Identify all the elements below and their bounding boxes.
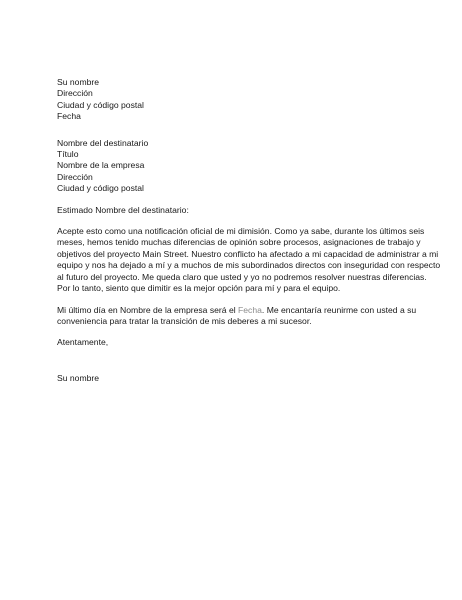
- signature: [57, 373, 417, 384]
- signature-name[interactable]: Su nombre: [57, 372, 100, 383]
- paragraph-line[interactable]: objetivos del proyecto Main Street. Nuestro conflicto ha afectado a mi capacidad de administrar a mi: [57, 248, 439, 259]
- paragraph-line[interactable]: Por lo tanto, siento que dimitir es la mejor opción para mí y para el equipo.: [57, 283, 341, 294]
- recipient-address[interactable]: Dirección: [57, 171, 93, 182]
- sender-date[interactable]: Fecha: [57, 111, 81, 122]
- spacer: [57, 123, 417, 138]
- spacer: [57, 195, 417, 205]
- paragraph-line[interactable]: meses, hemos tenido muchas diferencias de opinión sobre procesos, asignaciones de trabajo y: [57, 237, 421, 248]
- paragraph-line[interactable]: al futuro del proyecto. Me queda claro que usted y yo no podremos resolver nuestras diferencias.: [57, 271, 427, 282]
- recipient-block: [57, 138, 417, 195]
- sender-city-postal[interactable]: Ciudad y código postal: [57, 99, 144, 110]
- body-paragraph-1: [57, 226, 441, 294]
- recipient-title[interactable]: Título: [57, 149, 79, 160]
- paragraph-line[interactable]: Acepte esto como una notificación oficial de mi dimisión. Como ya sabe, durante los últimos seis: [57, 226, 425, 237]
- salutation: [57, 205, 417, 216]
- recipient-city-postal[interactable]: Ciudad y código postal: [57, 183, 144, 194]
- sender-name[interactable]: Su nombre: [57, 77, 100, 87]
- body-paragraph-2: [57, 305, 417, 328]
- closing: [57, 337, 417, 348]
- sender-address[interactable]: Dirección: [57, 88, 93, 99]
- paragraph-line: [57, 305, 417, 316]
- spacer: [57, 216, 417, 226]
- recipient-name[interactable]: Nombre del destinatario: [57, 137, 149, 148]
- spacer: [57, 327, 417, 337]
- paragraph-line[interactable]: conveniencia para tratar la transición de mis deberes a mi sucesor.: [57, 315, 312, 326]
- recipient-company[interactable]: Nombre de la empresa: [57, 160, 145, 171]
- spacer: [57, 295, 417, 305]
- resignation-letter: [57, 77, 441, 384]
- paragraph-text[interactable]: Mi último día en Nombre de la empresa será el: [57, 304, 239, 315]
- spacer: [57, 349, 417, 373]
- paragraph-line[interactable]: equipo y nos ha dejado a mí y a muchos de mis subordinados directos con inseguridad con respecto: [57, 260, 441, 271]
- date-placeholder[interactable]: Fecha: [238, 304, 262, 315]
- sender-block: [57, 77, 417, 123]
- salutation-text[interactable]: Estimado Nombre del destinatario:: [57, 204, 189, 215]
- closing-text[interactable]: Atentamente,: [57, 337, 109, 348]
- paragraph-text[interactable]: . Me encantaría reunirme con usted a su: [261, 304, 417, 315]
